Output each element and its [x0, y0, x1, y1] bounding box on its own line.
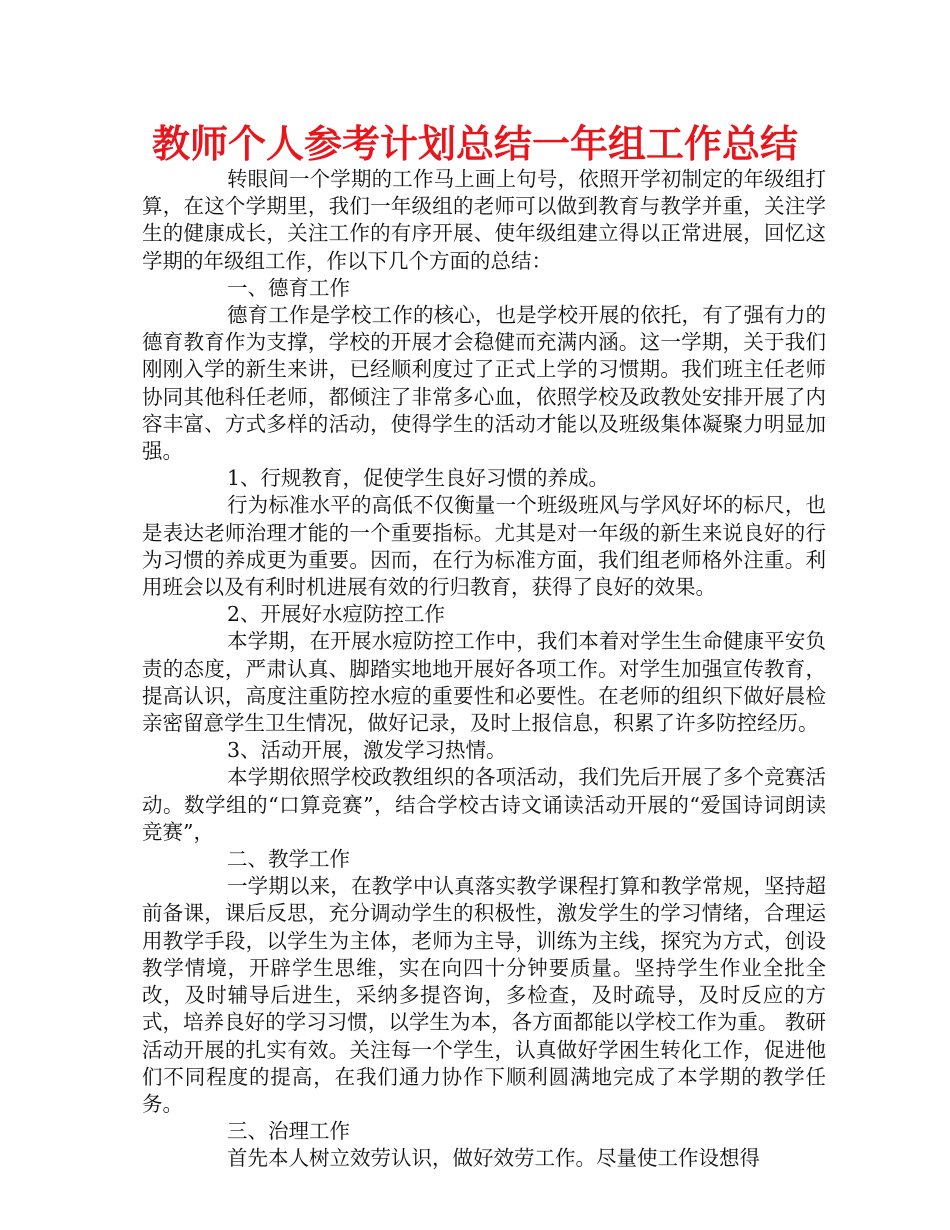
document-body	[142, 166, 826, 1173]
management-paragraph: 首先本人树立效劳认识，做好效劳工作。尽量使工作设想得	[227, 1146, 760, 1171]
document-title: 教师个人参考计划总结一年组工作总结	[151, 122, 798, 166]
section-heading-management: 三、治理工作	[227, 1119, 350, 1144]
chickenpox-prevention-paragraph: 本学期，在开展水痘防控工作中，我们本着对学生生命健康平安负责的态度，严肃认真、脚踏实地地开展好各项工作。对学生加强宣传教育，提高认识，高度注重防控水痘的重要性和必要性。在老师的组织下做好晨检亲密留意学生卫生情况，做好记录，及时上报信息，积累了许多防控经历。	[142, 629, 826, 736]
subheading-chickenpox-prevention: 2、开展好水痘防控工作	[227, 602, 446, 627]
section-heading-moral-education: 一、德育工作	[227, 275, 350, 300]
activities-paragraph: 本学期依照学校政教组织的各项活动，我们先后开展了多个竞赛活动。数学组的“口算竞赛”，结合学校古诗文诵读活动开展的“爱国诗词朗读竞赛”，	[142, 765, 826, 844]
section-heading-teaching: 二、教学工作	[227, 847, 350, 872]
moral-education-paragraph: 德育工作是学校工作的核心，也是学校开展的依托，有了强有力的德育教育作为支撑，学校的开展才会稳健而充满内涵。这一学期，关于我们刚刚入学的新生来讲，已经顺利度过了正式上学的习惯期。我们班主任老师协同其他科任老师，都倾注了非常多心血，依照学校及政教处安排开展了内容丰富、方式多样的活动，使得学生的活动才能以及班级集体凝聚力明显加强。	[142, 303, 826, 464]
behavior-education-paragraph: 行为标准水平的高低不仅衡量一个班级班风与学风好坏的标尺，也是表达老师治理才能的一个重要指标。尤其是对一年级的新生来说良好的行为习惯的养成更为重要。因而，在行为标准方面，我们组老师格外注重。利用班会以及有利时机进展有效的行归教育，获得了良好的效果。	[142, 493, 826, 600]
subheading-activities: 3、活动开展，激发学习热情。	[227, 738, 507, 763]
subheading-behavior-education: 1、行规教育，促使学生良好习惯的养成。	[227, 466, 610, 491]
intro-paragraph: 转眼间一个学期的工作马上画上句号，依照开学初制定的年级组打算，在这个学期里，我们一年级组的老师可以做到教育与教学并重，关注学生的健康成长，关注工作的有序开展、使年级组建立得以正常进展，回忆这学期的年级组工作，作以下几个方面的总结：	[142, 167, 826, 273]
teaching-paragraph: 一学期以来，在教学中认真落实教学课程打算和教学常规，坚持超前备课，课后反思，充分调动学生的积极性，激发学生的学习情绪，合理运用教学手段，以学生为主体，老师为主导，训练为主线，探究为方式，创设教学情境，开辟学生思维，实在向四十分钟要质量。坚持学生作业全批全改，及时辅导后进生，采纳多提咨询，多检查，及时疏导，及时反应的方式，培养良好的学习习惯，以学生为本，各方面都能以学校工作为重。 教研活动开展的扎实有效。关注每一个学生，认真做好学困生转化工作，促进他们不同程度的提高，在我们通力协作下顺利圆满地完成了本学期的教学任务。	[142, 874, 826, 1116]
